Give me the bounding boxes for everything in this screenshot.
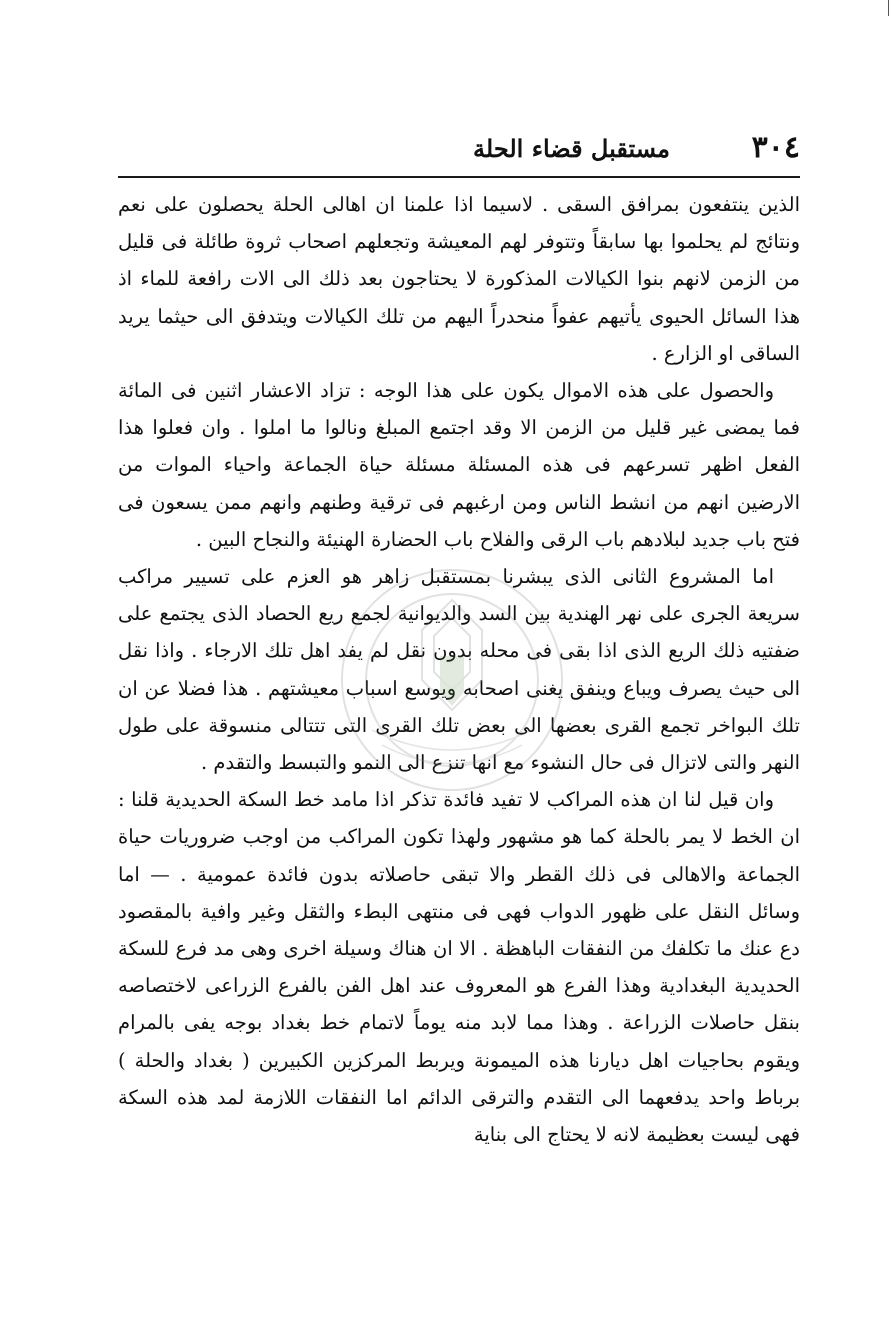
document-page bbox=[118, 118, 800, 1153]
running-title: مستقبل قضاء الحلة bbox=[473, 134, 670, 163]
paragraph-1: الذين ينتفعون بمرافق السقى . لاسيما اذا علمنا ان اهالى الحلة يحصلون على نعم ونتائج لم يحلموا بها سابقاً وتتوفر لهم المعيشة وتجعلهم اصحاب ثروة طائلة فى قليل من الزمن لانهم بنوا الكيالات المذكورة لا يحتاجون بعد ذلك الى الات رافعة للماء اذ هذا السائل الحيوى يأتيهم عفواً منحدراً اليهم من تلك الكيالات ويتدفق الى حيثما يريد الساقى او الزارع . bbox=[118, 193, 800, 365]
paragraph-3: اما المشروع الثانى الذى يبشرنا بمستقبل زاهر هو العزم على تسيير مراكب سريعة الجرى على نهر الهندية بين السد والديوانية لجمع ريع الحصاد الذى يجتمع على ضفتيه ذلك الريع الذى اذا بقى فى محله بدون نقل لم يفد اهل تلك الارجاء . واذا نقل الى حيث يصرف ويباع وينفق يغنى اصحابه ويوسع اسباب معيشتهم . هذا فضلا عن ان تلك البواخر تجمع القرى بعضها الى بعض تلك القرى التى تتتالى منسوقة على طول النهر والتى لاتزال فى حال النشوء مع انها تنزع الى النمو والتبسط والتقدم . bbox=[118, 565, 800, 775]
page-header bbox=[118, 118, 800, 176]
page-number: ٣٠٤ bbox=[751, 130, 800, 165]
body-text bbox=[118, 186, 800, 1153]
paragraph-2: والحصول على هذه الاموال يكون على هذا الوجه : تزاد الاعشار اثنين فى المائة فما يمضى غير قليل من الزمن الا وقد اجتمع المبلغ ونالوا ما املوا . وان فعلوا هذا الفعل اظهر تسرعهم فى هذه المسئلة مسئلة حياة الجماعة واحياء الموات من الارضين انهم من انشط الناس ومن ارغبهم فى ترقية وطنهم وانهم ممن يسعون فى فتح باب جديد لبلادهم باب الرقى والفلاح باب الحضارة الهنيئة والنجاح البين . bbox=[118, 379, 800, 551]
header-rule bbox=[118, 176, 800, 178]
scan-edge-mark bbox=[888, 0, 889, 16]
paragraph-4: وان قيل لنا ان هذه المراكب لا تفيد فائدة تذكر اذا مامد خط السكة الحديدية قلنا : ان الخط لا يمر بالحلة كما هو مشهور ولهذا تكون المراكب من اوجب ضروريات حياة الجماعة والاهالى فى ذلك القطر والا تبقى حاصلاته بدون فائدة عمومية . — اما وسائل النقل على ظهور الدواب فهى فى منتهى البطء والثقل وغير وافية بالمقصود دع عنك ما تكلفك من النفقات الباهظة . الا ان هناك وسيلة اخرى وهى مد فرع للسكة الحديدية البغدادية وهذا الفرع هو المعروف عند اهل الفن بالفرع الزراعى لاختصاصه بنقل حاصلات الزراعة . وهذا مما لابد منه يوماً لاتمام خط بغداد بوجه يفى بالمرام ويقوم بحاجيات اهل ديارنا هذه الميمونة ويربط المركزين الكبيرين ( بغداد والحلة ) برباط واحد يدفعهما الى التقدم والترقى الدائم اما النفقات اللازمة لمد هذه السكة فهى ليست بعظيمة لانه لا يحتاج الى بناية bbox=[118, 788, 800, 1147]
